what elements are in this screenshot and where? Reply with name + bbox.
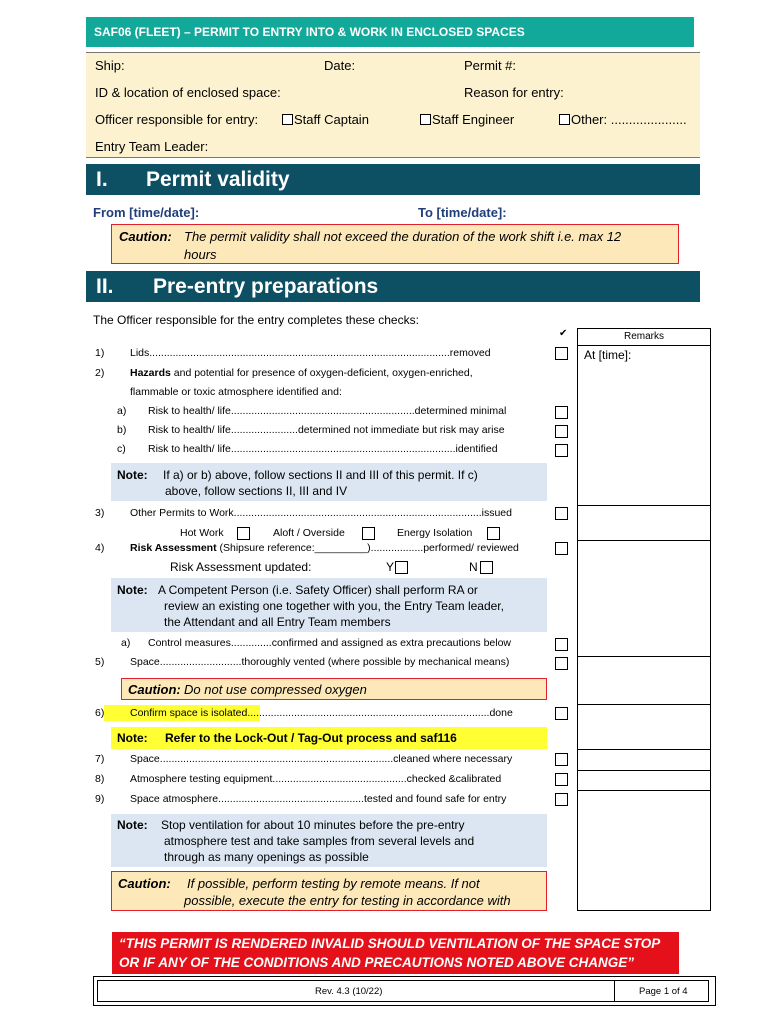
divider [578,704,710,705]
section-2-intro: The Officer responsible for the entry completes these checks: [93,313,419,327]
date-label: Date: [324,58,356,73]
caution-label: Caution: [118,876,171,891]
item-2b-number: b) [117,424,127,436]
caution-3-text: If possible, perform testing by remote means. If not [187,876,480,891]
team-leader-label: Entry Team Leader: [95,139,209,154]
item-8-text: Atmosphere testing equipment..............................................checked &calibrated [130,773,502,785]
item-4a-number: a) [121,637,131,649]
note-label: Note: [117,583,148,597]
item-2a-text: Risk to health/ life...............................................................determined minimal [148,405,507,417]
permit-number-label: Permit #: [464,58,517,73]
officer-label: Officer responsible for entry: [95,112,259,127]
item-2c-text: Risk to health/ life.............................................................................identified [148,443,498,455]
revision-label: Rev. 4.3 (10/22) [315,986,383,997]
note-label: Note: [117,468,148,482]
item-7-text: Space................................................................................cleaned where necessary [130,753,513,765]
item-4-text [130,542,519,554]
other-label: Other: ..................... [571,112,687,127]
caution-label: Caution: [119,229,172,244]
item-2b-checkbox[interactable] [555,425,568,438]
item-3-number: 3) [95,507,105,519]
item-6-rest: ...................................................................................done [247,707,513,719]
note-2-text: A Competent Person (i.e. Safety Officer) shall perform RA or [158,583,478,597]
section-1-number: I. [96,168,108,191]
page-number: Page 1 of 4 [639,986,688,997]
form-title-bar [86,17,694,47]
caution-text: The permit validity shall not exceed the duration of the work shift i.e. max 12 [184,229,622,244]
item-2c-checkbox[interactable] [555,444,568,457]
item-2-bold: Hazards [130,367,171,379]
divider [578,540,710,541]
ra-yes-label: Y [386,560,395,574]
caution-text-2: hours [184,247,217,262]
note-2 [111,578,547,632]
divider [578,790,710,791]
item-2-number: 2) [95,367,105,379]
item-1-number: 1) [95,347,105,359]
page-footer [93,976,716,1006]
item-5-text: Space............................thoroughly vented (where possible by mechanical means) [130,656,510,668]
staff-engineer-label: Staff Engineer [432,112,515,127]
caution-3-text-2: possible, execute the entry for testing in accordance with [184,893,511,908]
item-4-bold: Risk Assessment [130,542,217,554]
item-1-text: Lids.......................................................................................................removed [130,347,491,359]
note-4-text-3: through as many openings as possible [164,850,369,864]
caution-2-text: Do not use compressed oxygen [184,682,367,697]
item-7-number: 7) [95,753,105,765]
ship-label: Ship: [95,58,125,73]
item-3-checkbox[interactable] [555,507,568,520]
section-2-header [86,271,700,302]
item-4-checkbox[interactable] [555,542,568,555]
item-2-text-2: flammable or toxic atmosphere identified and: [130,386,342,398]
item-8-number: 8) [95,773,105,785]
item-6-checkbox[interactable] [555,707,568,720]
item-6-highlight-text: Confirm space is isolated [130,707,248,719]
item-6-text [130,707,513,719]
item-4a-checkbox[interactable] [555,638,568,651]
divider [578,345,710,346]
reason-label: Reason for entry: [464,85,564,100]
ra-no-checkbox[interactable] [480,561,493,574]
ra-no-label: N [469,560,478,574]
validity-caution [111,224,679,264]
permit-info-box [86,52,700,158]
item-2a-checkbox[interactable] [555,406,568,419]
other-checkbox[interactable] [559,114,570,125]
staff-captain-label: Staff Captain [294,112,369,127]
staff-captain-checkbox[interactable] [282,114,293,125]
ra-updated-label: Risk Assessment updated: [170,560,312,574]
ra-yes-checkbox[interactable] [395,561,408,574]
note-4-text: Stop ventilation for about 10 minutes before the pre-entry [161,818,465,832]
remarks-column [577,328,711,911]
aloft-label: Aloft / Overside [273,527,345,539]
at-time-label: At [time]: [584,348,632,362]
footer-inner-frame [97,980,709,1002]
note-1 [111,463,547,501]
hot-work-checkbox[interactable] [237,527,250,540]
to-label: To [time/date]: [418,205,507,220]
energy-isolation-label: Energy Isolation [397,527,473,539]
item-1-checkbox[interactable] [555,347,568,360]
divider [578,770,710,771]
check-mark-icon: ✔ [559,328,568,339]
note-label: Note: [117,818,148,832]
from-label: From [time/date]: [93,205,200,220]
note-label: Note: [117,731,148,745]
note-3 [111,727,547,749]
item-9-checkbox[interactable] [555,793,568,806]
note-2-text-3: the Attendant and all Entry Team members [164,615,391,629]
note-2-text-2: review an existing one together with you, the Entry Team leader, [164,599,504,613]
item-2-rest: and potential for presence of oxygen-deficient, oxygen-enriched, [170,367,473,379]
divider [578,505,710,506]
item-4-number: 4) [95,542,105,554]
caution-label: Caution: [128,682,181,697]
hot-work-label: Hot Work [180,527,224,539]
warning-line-2: OR IF ANY OF THE CONDITIONS AND PRECAUTIONS NOTED ABOVE CHANGE” [119,955,635,970]
form-title: SAF06 (FLEET) – PERMIT TO ENTRY INTO & WORK IN ENCLOSED SPACES [94,25,525,39]
item-4-rest: (Shipsure reference:_________)..................performed/ reviewed [216,542,519,554]
energy-isolation-checkbox[interactable] [487,527,500,540]
aloft-checkbox[interactable] [362,527,375,540]
space-id-label: ID & location of enclosed space: [95,85,281,100]
note-1-text-2: above, follow sections II, III and IV [165,484,348,498]
note-1-text: If a) or b) above, follow sections II and III of this permit. If c) [163,468,478,482]
item-2-text [130,367,473,379]
divider [578,749,710,750]
staff-captain-option[interactable] [282,112,369,127]
warning-line-1: “THIS PERMIT IS RENDERED INVALID SHOULD VENTILATION OF THE SPACE STOP [119,936,661,951]
invalid-permit-warning [112,932,679,974]
item-5-checkbox[interactable] [555,657,568,670]
remarks-header: Remarks [623,331,664,342]
item-9-text: Space atmosphere..................................................tested and found safe for entry [130,793,507,805]
item-5-number: 5) [95,656,105,668]
note-4 [111,814,547,867]
item-7-checkbox[interactable] [555,753,568,766]
item-9-number: 9) [95,793,105,805]
section-2-number: II. [96,275,114,298]
divider [578,656,710,657]
item-2b-text: Risk to health/ life.......................determined not immediate but risk may arise [148,424,505,436]
remote-testing-caution [111,871,547,911]
item-6-number: 6) [95,707,105,719]
item-2c-number: c) [117,443,126,455]
other-option[interactable] [559,112,687,127]
footer-divider [614,980,615,1002]
item-2a-number: a) [117,405,127,417]
staff-engineer-checkbox[interactable] [420,114,431,125]
note-3-text: Refer to the Lock-Out / Tag-Out process and saf116 [165,731,457,745]
item-4a-text: Control measures..............confirmed and assigned as extra precautions below [148,637,512,649]
staff-engineer-option[interactable] [420,112,514,127]
section-1-header [86,164,700,195]
section-2-title: Pre-entry preparations [153,275,379,298]
section-1-title: Permit validity [146,168,290,191]
item-8-checkbox[interactable] [555,773,568,786]
note-4-text-2: atmosphere test and take samples from several levels and [164,834,475,848]
item-3-text: Other Permits to Work.....................................................................................issued [130,507,512,519]
compressed-oxygen-caution [121,678,547,700]
